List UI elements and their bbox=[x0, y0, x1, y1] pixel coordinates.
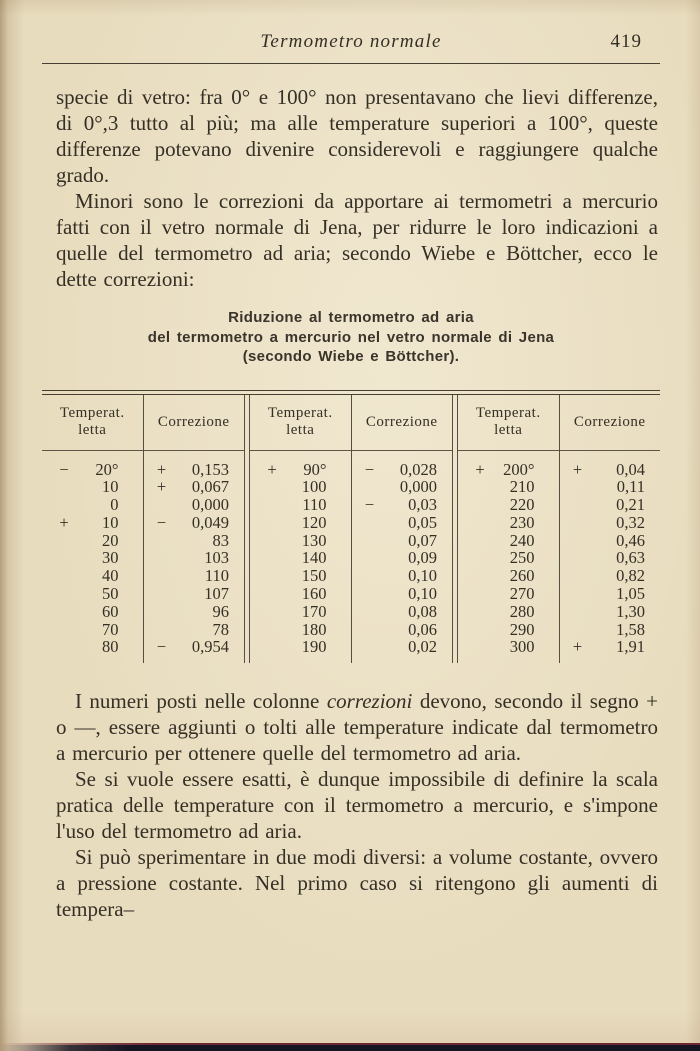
correction-cell: + 1,91 bbox=[572, 637, 645, 657]
table-group-2 bbox=[250, 395, 452, 664]
temperature-cell: 130 bbox=[301, 530, 327, 550]
temperature-cell: 190 bbox=[301, 637, 327, 657]
paragraph-1-text: specie di vetro: fra 0° e 100° non presentavano che lievi differenze, di 0°,3 tutto al più; ma alle temperature superiori a 100°, queste differenze potevano divenire considerevoli e raggiungere qualche grado. bbox=[56, 85, 658, 187]
temperature-cell: 210 bbox=[509, 477, 535, 497]
temperature-cell: 120 bbox=[301, 512, 327, 532]
paragraph-4 bbox=[56, 766, 658, 844]
paragraph-1 bbox=[56, 84, 658, 188]
paragraph-3-post: devono, secondo il segno + o —, essere aggiunti o tolti alle temperature indicate dal termometro a mercurio per ottenere quelle del termometro ad aria. bbox=[56, 689, 658, 766]
header-corr: Correzione bbox=[157, 413, 230, 430]
header-corr: Correzione bbox=[365, 413, 438, 430]
temperature-cell: 80 bbox=[102, 637, 119, 657]
temperature-cell: + 10 bbox=[59, 512, 119, 532]
correction-cell: − 0,954 bbox=[156, 637, 229, 657]
correction-cell: − 0,049 bbox=[156, 512, 229, 532]
table-title-line-3: (secondo Wiebe e Böttcher). bbox=[242, 348, 460, 365]
correction-cell: 0,10 bbox=[408, 584, 437, 604]
temperature-cell: 40 bbox=[102, 566, 119, 586]
temperature-cell: 170 bbox=[301, 601, 327, 621]
temperature-cell: 70 bbox=[102, 619, 119, 639]
page-content bbox=[0, 31, 700, 922]
temperature-cell: 180 bbox=[301, 619, 327, 639]
correction-cell: + 0,067 bbox=[156, 477, 229, 497]
correction-column-header bbox=[352, 395, 453, 451]
header-corr: Correzione bbox=[573, 413, 646, 430]
correction-column bbox=[560, 395, 661, 664]
temperature-cell: 140 bbox=[301, 548, 327, 568]
temperature-cell: − 20° bbox=[59, 459, 119, 479]
temperature-cell: 230 bbox=[509, 512, 535, 532]
paragraph-4-text: Se si vuole essere esatti, è dunque impossibile di definire la scala pratica delle temperature con il termometro a mercurio, e s'impone l'uso del termometro ad aria. bbox=[56, 767, 658, 844]
header-rule bbox=[42, 63, 660, 64]
correction-cell: 0,02 bbox=[408, 637, 437, 657]
correction-cell: 1,58 bbox=[616, 619, 645, 639]
correction-cell: 0,000 bbox=[399, 477, 437, 497]
temperature-cell: 50 bbox=[102, 584, 119, 604]
temperature-cell: 110 bbox=[302, 495, 327, 515]
correction-cell: 0,32 bbox=[616, 512, 645, 532]
temperature-column bbox=[458, 395, 560, 664]
correction-cell: 1,30 bbox=[616, 601, 645, 621]
temperature-cell: 30 bbox=[102, 548, 119, 568]
correction-cell: 83 bbox=[212, 530, 229, 550]
page-number: 419 bbox=[610, 31, 642, 52]
correction-cell: − 0,028 bbox=[364, 459, 437, 479]
temperature-cell: 160 bbox=[301, 584, 327, 604]
header-temp-line1: Temperat. bbox=[59, 405, 125, 421]
correction-column-header bbox=[560, 395, 661, 451]
paragraph-3 bbox=[56, 688, 658, 766]
temperature-column-header bbox=[250, 395, 351, 451]
table-group-3 bbox=[458, 395, 660, 664]
temperature-cell: 300 bbox=[509, 637, 535, 657]
paragraph-3-italic: correzioni bbox=[326, 689, 413, 714]
temperature-cell: + 90° bbox=[267, 459, 327, 479]
correction-column-header bbox=[144, 395, 245, 451]
correction-cell: 0,21 bbox=[616, 495, 645, 515]
table-groups bbox=[42, 395, 660, 664]
correction-cell: 0,000 bbox=[191, 495, 229, 515]
correction-column bbox=[352, 395, 453, 664]
table-title-line-2: del termometro a mercurio nel vetro normale di Jena bbox=[147, 328, 555, 346]
page-header bbox=[42, 31, 660, 58]
correction-cell: 0,06 bbox=[408, 619, 437, 639]
table-title bbox=[42, 308, 660, 367]
temperature-cell: 100 bbox=[301, 477, 327, 497]
correction-cell: 0,11 bbox=[616, 477, 645, 497]
temperature-cell: 10 bbox=[102, 477, 119, 497]
correction-cell: 78 bbox=[212, 619, 229, 639]
table-group-1 bbox=[42, 395, 244, 664]
correction-cell: 0,10 bbox=[408, 566, 437, 586]
correction-cell: 0,08 bbox=[408, 601, 437, 621]
correction-cell: 1,05 bbox=[616, 584, 645, 604]
correction-cell: 0,05 bbox=[408, 512, 437, 532]
temperature-cell: 60 bbox=[102, 601, 119, 621]
temperature-cell: 280 bbox=[509, 601, 535, 621]
correction-cell: 0,07 bbox=[408, 530, 437, 550]
header-temp-line2: letta bbox=[286, 422, 315, 438]
temperature-cell: 240 bbox=[509, 530, 535, 550]
temperature-column bbox=[250, 395, 352, 664]
table-title-line-1: Riduzione al termometro ad aria bbox=[228, 309, 474, 326]
correction-column bbox=[144, 395, 245, 664]
temperature-cell: 270 bbox=[509, 584, 535, 604]
correction-cell: 0,82 bbox=[616, 566, 645, 586]
correction-cell: 0,46 bbox=[616, 530, 645, 550]
header-temp-line2: letta bbox=[494, 422, 523, 438]
correction-cell: 96 bbox=[212, 601, 229, 621]
temperature-column-header bbox=[458, 395, 559, 451]
paragraph-3-pre: I numeri posti nelle colonne bbox=[75, 689, 327, 714]
paragraph-5-text: Si può sperimentare in due modi diversi: a volume costante, ovvero a pressione costante. Nel primo caso si ritengono gli aumenti di tempera– bbox=[56, 845, 658, 922]
temperature-cell: 250 bbox=[509, 548, 535, 568]
temperature-cell: + 200° bbox=[475, 459, 535, 479]
running-title: Termometro normale bbox=[260, 31, 442, 52]
correction-cell: 107 bbox=[204, 584, 229, 604]
correction-cell: 0,09 bbox=[408, 548, 437, 568]
header-temp-line1: Temperat. bbox=[267, 405, 333, 421]
correction-cell: 0,63 bbox=[616, 548, 645, 568]
correction-table bbox=[42, 390, 660, 664]
correction-cell: 103 bbox=[204, 548, 229, 568]
correction-cell: − 0,03 bbox=[364, 495, 437, 515]
temperature-cell: 290 bbox=[509, 619, 535, 639]
temperature-cell: 150 bbox=[301, 566, 327, 586]
header-temp-line2: letta bbox=[78, 422, 107, 438]
paragraph-2-text: Minori sono le correzioni da apportare ai termometri a mercurio fatti con il vetro normale di Jena, per ridurre le loro indicazioni a quelle del termometro ad aria; secondo Wiebe e Böttcher, ecco le dette correzioni: bbox=[56, 189, 658, 291]
paragraph-5 bbox=[56, 844, 658, 922]
temperature-cell: 220 bbox=[509, 495, 535, 515]
scan-bottom-edge bbox=[0, 1045, 700, 1051]
temperature-cell: 260 bbox=[509, 566, 535, 586]
temperature-cell: 0 bbox=[110, 495, 119, 515]
correction-cell: + 0,153 bbox=[156, 459, 229, 479]
correction-cell: + 0,04 bbox=[572, 459, 645, 479]
paragraph-2 bbox=[56, 188, 658, 292]
header-temp-line1: Temperat. bbox=[475, 405, 541, 421]
correction-cell: 110 bbox=[204, 566, 229, 586]
temperature-cell: 20 bbox=[102, 530, 119, 550]
temperature-column bbox=[42, 395, 144, 664]
temperature-column-header bbox=[42, 395, 143, 451]
